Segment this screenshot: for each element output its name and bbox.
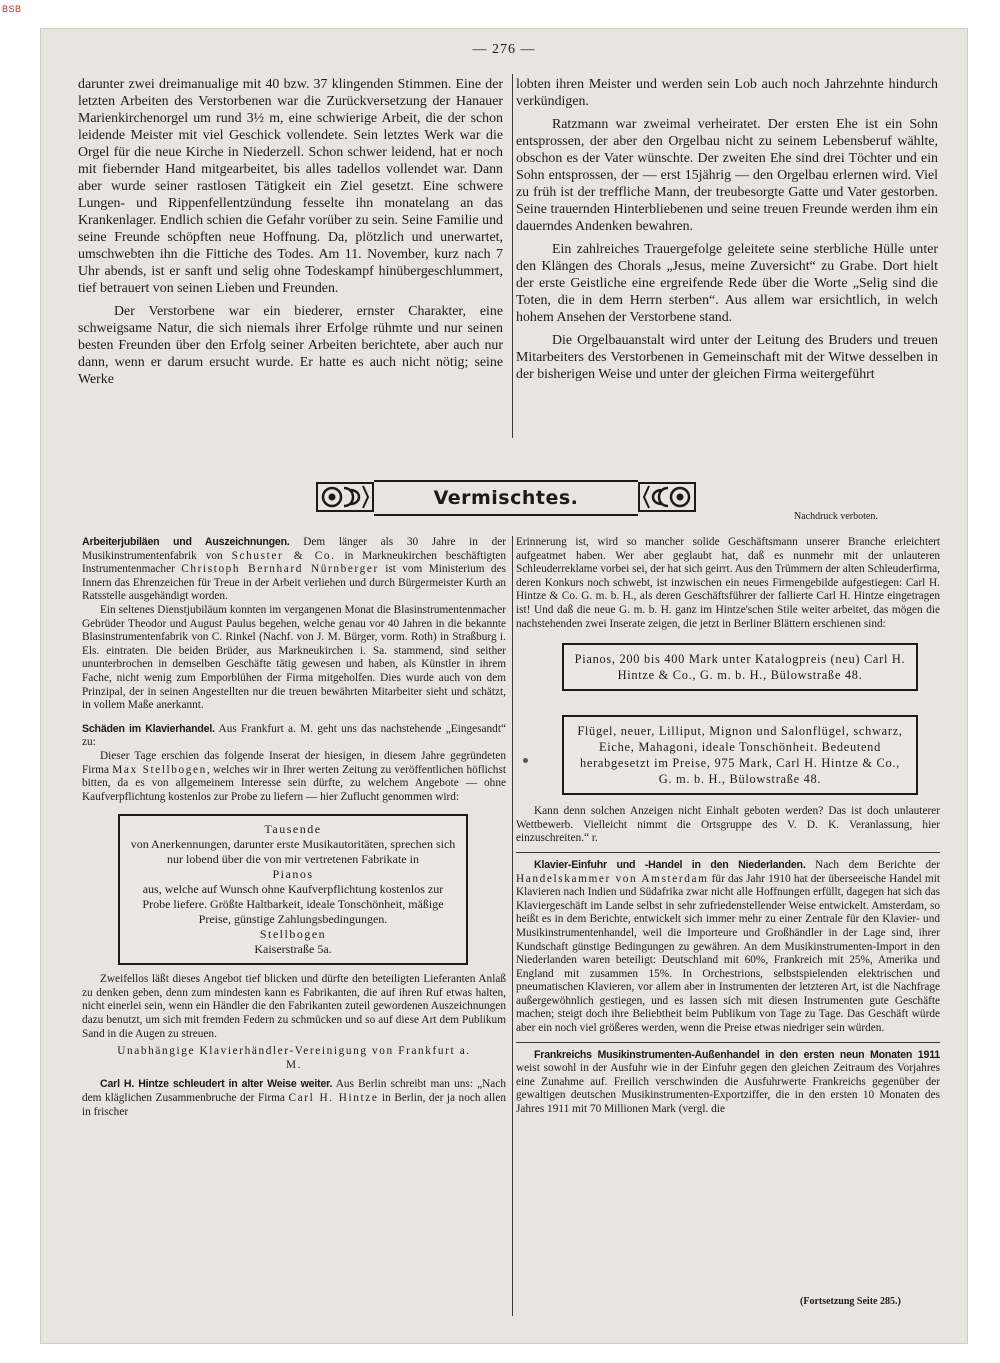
ad-line: Pianos, 200 bis 400 Mark unter Katalogpreis (neu) Carl H. Hintze & Co., G. m. b. H., Bülowstraße 48. [574,652,906,683]
ad-line: Stellbogen [259,927,327,942]
ornament-left-icon [316,480,374,514]
advertisement-stellbogen [118,814,468,965]
obituary-paragraph: darunter zwei dreimanualige mit 40 bzw. 37 klingenden Stimmen. Eine der letzten Arbeiten des Verstorbenen war die Zurückversetzung der Hanauer Marienkirchenorgel um rund 3½ m, eine schwierige Arbeit, die der schon leidende Meister mit viel Geschick vollendete. Sein letztes Werk war die Orgel für die neue Kirche in Niederzell. Schon schwer leidend, hat er noch mit fiebernder Hand mitgearbeitet, bis alles tadellos vollendet war. Dann aber wurde seiner rastlosen Tätigkeit ein Ziel gesetzt. Eine schwere Lungen- und Rippenfellentzündung fesselte ihn monatelang an das Krankenlager. Endlich schien die Gefahr vorüber zu sein. Seine Familie und seine Freunde schöpften neue Hoffnung. Da, plötzlich und unerwartet, umschwebten ihn die Fittiche des Todes. Am 11. November, kurz nach 7 Uhr abends, ist er sanft und selig ohne Todeskampf hinübergeschlummert, tief betrauert von seinen Lieben und Freunden. [78,77,503,296]
firm-name: Max Stellbogen [112,763,207,776]
obituary-paragraph: lobten ihren Meister und werden sein Lob auch noch Jahrzehnte hindurch verkündigen. [516,77,938,109]
ad-line: Tausende [264,822,322,837]
obituary-paragraph: Der Verstorbene war ein biederer, ernster Charakter, eine schweigsame Natur, die sich niemals ihrer Erfolge rühmte und nur seinen besten Freunden über den Erfolg seiner Arbeiten berichtete, aber auch nur dann, wenn er darum ersucht wurde. Er hatte es auch nicht nötig; seine Werke [78,304,503,387]
upper-left-column [78,76,503,436]
obituary-paragraph: Die Orgelbauanstalt wird unter der Leitung des Bruders und treuen Mitarbeiters des Verstorbenen in Gemeinschaft mit der Witwe desselben in der bisherigen Weise und unter der gleichen Firma weitergeführt [516,333,938,382]
text-run: Aus Berlin schreibt man uns: „Nach dem kläglichen Zusammenbruche der Firma [82,1078,506,1105]
lower-right-column [516,536,940,1296]
article-paragraph: Kann denn solchen Anzeigen nicht Einhalt geboten werden? Das ist doch unlauterer Wettbewerb. Vielleicht nimmt die Ortsgruppe des V. D. K. Veranlassung, hier einzuschreiten.“ r. [516,805,940,845]
article-divider [516,852,940,853]
article-paragraph [82,750,506,804]
margin-dot [523,758,528,763]
text-run: Dem länger als 30 Jahre in der Musikinstrumentenfabrik von [82,536,506,562]
ad-line: Pianos [272,867,314,882]
person-name: Christoph Bernhard Nürnberger [181,563,379,576]
firm-name: Carl H. Hintze [288,1092,379,1105]
firm-name: Schuster & Co. [231,549,336,562]
reprint-note: Nachdruck verboten. [794,511,878,522]
article-niederlande [516,859,940,1036]
section-header [316,480,696,514]
ad-line: Flügel, neuer, Lilliput, Mignon und Salonflügel, schwarz, Eiche, Mahagoni, ideale Tonschönheit. Bedeutend herabgesetzt im Preise, 975 Mark, Carl H. Hintze & Co., G. m. b. H., Bülowstraße 48. [577,724,903,787]
ornament-right-icon [638,480,696,514]
article-frankreich [516,1049,940,1117]
column-rule [512,536,513,1316]
article-hintze [82,1078,506,1119]
article-arbeiterjubilaeen [82,536,506,604]
library-mark: BSB [2,4,22,14]
lower-left-column [82,536,506,1321]
column-rule [512,74,513,438]
page-number: — 276 — [472,42,536,57]
article-signature: Unabhängige Klavierhändler-Vereinigung von Frankfurt a. M. [117,1045,471,1071]
article-paragraph: Erinnerung ist, wird so mancher solide Geschäftsmann unserer Branche erleichtert aufgeatmet haben. Wer aber geglaubt hat, daß es nunmehr mit der unlauteren Schleuderreklame vorbei sei, der hat sich geirrt. Aus den Trümmern der alten Schleuderfirma, deren Konkurs noch schwebt, ist inzwischen ein neues Firmengebilde aufgestiegen: Carl H. Hintze & Co. G. m. b. H., als deren Geschäftsführer der fallierte Carl H. Hintze eingetragen ist! Und daß die neue G. m. b. H. ganz im Hintze'schen Stile weiter arbeitet, das mögen die nachstehenden zwei Inserate zeigen, die jetzt in Berliner Blättern erschienen sind: [516,536,940,630]
text-run: in Berlin, der ja noch allen in frischer [82,1092,506,1118]
article-paragraph: Zweifellos läßt dieses Angebot tief blicken und dürfte den beteiligten Lieferanten Anlaß zu denken geben, denn zum mindesten kann es Fabrikanten, die auf ihren Ruf etwas halten, nicht einerlei sein, wenn ein Händler die den Fabrikanten zuteil gewordenen Auszeichnungen dazu benutzt, um sich mit fremden Federn zu schmücken und so auf diese Art dem Publikum Sand in die Augen zu streuen. [82,973,506,1040]
obituary-paragraph: Ratzmann war zweimal verheiratet. Der ersten Ehe ist ein Sohn entsprossen, der aber den Orgelbau nicht zu seinem Lebensberuf wählte, obschon es der Vater wünschte. Der zweiten Ehe sind drei Töchter und ein Sohn entsprossen, der — erst 15jährig — den Orgelbau erlernen wird. Viel zu früh ist der treffliche Mann, der treubesorgte Gatte und Vater gestorben. Seine trauernden Hinterbliebenen und seine treuen Freunde werden ihm ein dauerndes Andenken bewahren. [516,117,938,234]
text-run: für das Jahr 1910 hat der überseeische Handel mit Klavieren nach Indien und Südafrika zwar nicht alle Hoffnungen erfüllt, dagegen hat sich das Klaviergeschäft im Lande selbst in sehr zufriedenstellender Weise entwickelt. Amsterdam, so heißt es in dem Berichte, entwickelt sich immer mehr zu einer Zentrale für den Klavier- und Musikinstrumentenhandel, weil die Importeure und Großhändler in der Lage sind, ihrer Kundschaft günstige Bedingungen zu gewähren. An dem Musikinstrumenten-Import in den Niederlanden waren beteiligt: Deutschland mit 60%, Frankreich mit 25%, Amerika und England mit zusammen 15%. In Orchestrions, selbstspielenden elektrischen und pneumatischen Klavieren, vor allem aber in Instrumenten der letzteren Art, ist die Nachfrage außergewöhnlich gestiegen, und es lassen sich mit diesen Instrumenten gute Geschäfte machen; steigt doch ihre Beliebtheit beim Publikum von Tage zu Tage. Das Geschäft würde aber ein noch viel größeres werden, wenn die Preise etwas niedriger sein würden. [516,872,940,1035]
text-run: , welches wir in Ihrer werten Zeitung zu veröffentlichen höflichst bitten, da es von allgemeinem Interesse sein dürfte, zu welchem Angebote — ohne Kaufverpflichtung kostenlos zur Probe zu liefern — hier Zuflucht genommen wird: [82,763,506,803]
obituary-paragraph: Ein zahlreiches Trauergefolge geleitete seine sterbliche Hülle unter den Klängen des Chorals „Jesus, meine Zuversicht“ zu Grabe. Dort hielt der erste Geistliche eine ergreifende Rede über die Worte „Selig sind die Toten, die in dem Herrn sterben“. Aus allem war ersichtlich, in welch hohem Ansehen der Verstorbene stand. [516,242,938,325]
ad-line: aus, welche auf Wunsch ohne Kaufverpflichtung kostenlos zur Probe liefere. Größte Haltbarkeit, ideale Tonschönheit, mäßige Preise, günstige Zahlungsbedingungen. [142,882,444,927]
article-divider [516,1042,940,1043]
text-run: Nach dem Berichte der [805,858,940,871]
text-run: ist vom Ministerium des Innern das Ehrenzeichen für Treue in der Arbeit verliehen und durch Bürgermeister Kurth an Ratsstelle ausgehändigt worden. [82,563,506,603]
ad-line: von Anerkennungen, darunter erste Musikautoritäten, sprechen sich nur lobend über die von mir vertretenen Fabrikate in [130,837,456,867]
text-run: in Markneukirchen beschäftigten Instrumentenmacher [82,549,506,576]
advertisement-hintze-fluegel [562,715,918,795]
section-title-box [374,480,638,516]
article-heading: Frankreichs Musikinstrumenten-Außenhandel in den ersten neun Monaten 1911 [534,1048,940,1061]
newspaper-page [40,28,968,1344]
advertisement-hintze-pianos [562,643,918,691]
ad-line: Kaiserstraße 5a. [254,942,332,957]
article-heading: Schäden im Klavierhandel. [82,722,215,735]
institution-name: Handelskammer von Amsterdam [516,872,709,885]
text-run: weist sowohl in der Ausfuhr wie in der Einfuhr gegen den gleichen Zeitraum des Vorjahres eine Zunahme auf. Freilich verschwinden die Ausfuhrwerte Frankreichs gegenüber der gewaltigen deutschen Musikinstrumenten-Exportziffer, die in den ersten 10 Monaten des Jahres 1911 mit 70 Millionen Mark (vergl. die [516,1062,940,1116]
text-run: Dieser Tage erschien das folgende Inserat der hiesigen, in diesem Jahre gegründeten Firma [82,749,506,776]
article-schaeden [82,723,506,750]
section-title: Vermischtes. [433,487,579,509]
article-heading: Carl H. Hintze schleudert in alter Weise weiter. [100,1078,333,1091]
text-run: Aus Frankfurt a. M. geht uns das nachstehende „Eingesandt“ zu: [82,722,506,749]
continuation-note: (Fortsetzung Seite 285.) [800,1296,901,1307]
article-dienstjubilaeum: Ein seltenes Dienstjubiläum konnten im vergangenen Monat die Blasinstrumentenmacher Gebrüder Theodor und August Paulus begehen, welche genau vor 40 Jahren in die bekannte Blasinstrumentenfabrik von C. Rinkel (Nachf. von J. M. Bürger, vorm. Roth) in Straßburg i. Els. eintraten. Die beiden Brüder, aus Markneukirchen i. Sa. stammend, sind seither ununterbrochen in demselben Geschäfte tätig gewesen und haben, als Künstler in ihrem Fache, nicht wenig zum Emporblühen der Firma mitgeholfen. Dies wurde auch von dem Prinzipal, der in seinen Angestellten nur die treuen bewährten Mitarbeiter sieht und schätzt, in vollem Maße anerkannt. [82,603,506,712]
upper-right-column [516,76,938,436]
article-heading: Klavier-Einfuhr und -Handel in den Niederlanden. [534,858,806,871]
article-heading: Arbeiterjubiläen und Auszeichnungen. [82,536,290,548]
